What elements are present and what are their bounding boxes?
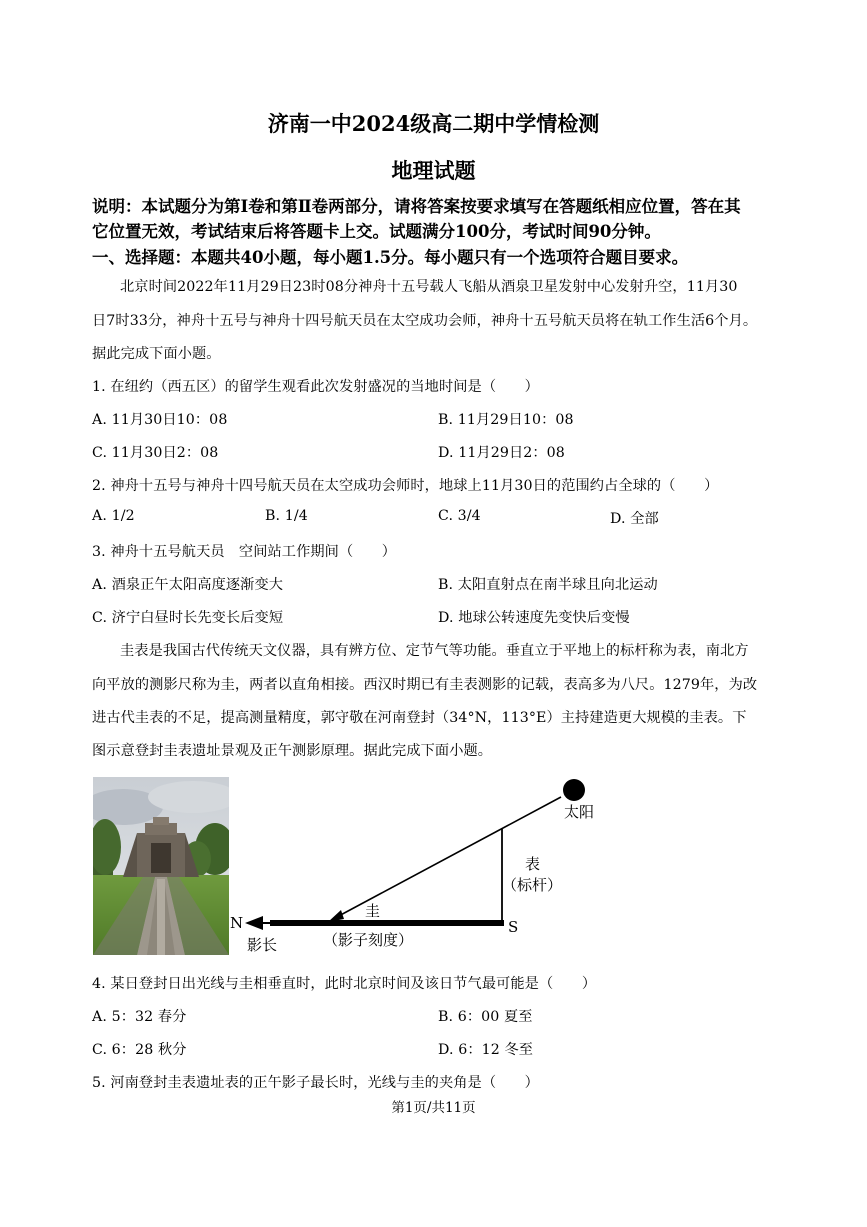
page-subtitle: 地理试题	[391, 158, 476, 183]
q4-option-b: B. 6：00 夏至	[438, 1009, 533, 1025]
q4-stem: 4. 某日登封日出光线与圭相垂直时，此时北京时间及该日节气最可能是（ ）	[92, 976, 597, 992]
passage1-line-2: 日7时33分，神舟十五号与神舟十四号航天员在太空成功会师，神舟十五号航天员将在轨工作生活6个月。	[92, 313, 758, 329]
q2-option-a: A. 1/2	[92, 508, 135, 524]
q1-option-d: D. 11月29日2：08	[438, 445, 565, 461]
q1-stem: 1. 在纽约（西五区）的留学生观看此次发射盛况的当地时间是（ ）	[92, 379, 539, 395]
instructions-line-1: 说明：本试题分为第Ⅰ卷和第Ⅱ卷两部分，请将答案按要求填写在答题纸相应位置，答在其	[92, 197, 741, 216]
page-title: 济南一中2024级高二期中学情检测	[267, 111, 600, 136]
passage2-line-1: 圭表是我国古代传统天文仪器，具有辨方位、定节气等功能。垂直立于平地上的标杆称为表，南北方	[120, 643, 749, 659]
q1-option-c: C. 11月30日2：08	[92, 445, 219, 461]
gui-label: 圭	[365, 902, 381, 920]
shadow-length-label: 影长	[247, 936, 278, 954]
passage2-line-4: 图示意登封圭表遗址景观及正午测影原理。据此完成下面小题。	[92, 743, 493, 759]
north-label: N	[230, 914, 244, 932]
shadow-arrow-icon	[245, 916, 263, 930]
passage1-line-3: 据此完成下面小题。	[92, 346, 221, 362]
q3-stem: 3. 神舟十五号航天员 空间站工作期间（ ）	[92, 544, 397, 560]
q1-option-a: A. 11月30日10：08	[92, 412, 228, 428]
q2-option-c: C. 3/4	[438, 508, 481, 524]
gui-sublabel: （影子刻度）	[323, 931, 414, 949]
q1-option-b: B. 11月29日10：08	[438, 412, 574, 428]
q4-option-a: A. 5：32 春分	[92, 1009, 187, 1025]
section-heading: 一、选择题：本题共40小题，每小题1.5分。每小题只有一个选项符合题目要求。	[92, 248, 689, 267]
passage2-line-3: 进古代圭表的不足，提高测量精度，郭守敬在河南登封（34°N，113°E）主持建造更大规模的圭表。下	[92, 710, 747, 726]
passage2-line-2: 向平放的测影尺称为圭，两者以直角相接。西汉时期已有圭表测影的记载，表高多为八尺。1279年，为改	[92, 677, 758, 693]
q3-option-a: A. 酒泉正午太阳高度逐渐变大	[92, 577, 284, 593]
south-label: S	[508, 918, 519, 936]
q4-option-d: D. 6：12 冬至	[438, 1042, 534, 1058]
q3-option-b: B. 太阳直射点在南半球且向北运动	[438, 577, 658, 593]
instructions-line-2: 它位置无效，考试结束后将答题卡上交。试题满分100分，考试时间90分钟。	[92, 222, 661, 241]
sun-label: 太阳	[564, 803, 595, 821]
gnomon-site-photo	[93, 777, 229, 955]
sun-icon	[563, 779, 585, 801]
q3-option-d: D. 地球公转速度先变快后变慢	[438, 610, 630, 626]
q4-option-c: C. 6：28 秋分	[92, 1042, 187, 1058]
gnomon-diagram	[225, 770, 625, 960]
q2-option-d: D. 全部	[610, 511, 659, 527]
q2-stem: 2. 神舟十五号与神舟十四号航天员在太空成功会师时，地球上11月30日的范围约占全球的（ ）	[92, 478, 719, 494]
passage1-line-1: 北京时间2022年11月29日23时08分神舟十五号载人飞船从酒泉卫星发射中心发射升空，11月30	[120, 279, 738, 295]
gnomon-label: 表	[525, 855, 541, 873]
q5-stem: 5. 河南登封圭表遗址表的正午影子最长时，光线与圭的夹角是（ ）	[92, 1075, 539, 1091]
q3-option-c: C. 济宁白昼时长先变长后变短	[92, 610, 284, 626]
gnomon-sublabel: （标杆）	[502, 876, 563, 894]
page-number: 第1页/共11页	[391, 1100, 476, 1116]
q2-option-b: B. 1/4	[265, 508, 308, 524]
